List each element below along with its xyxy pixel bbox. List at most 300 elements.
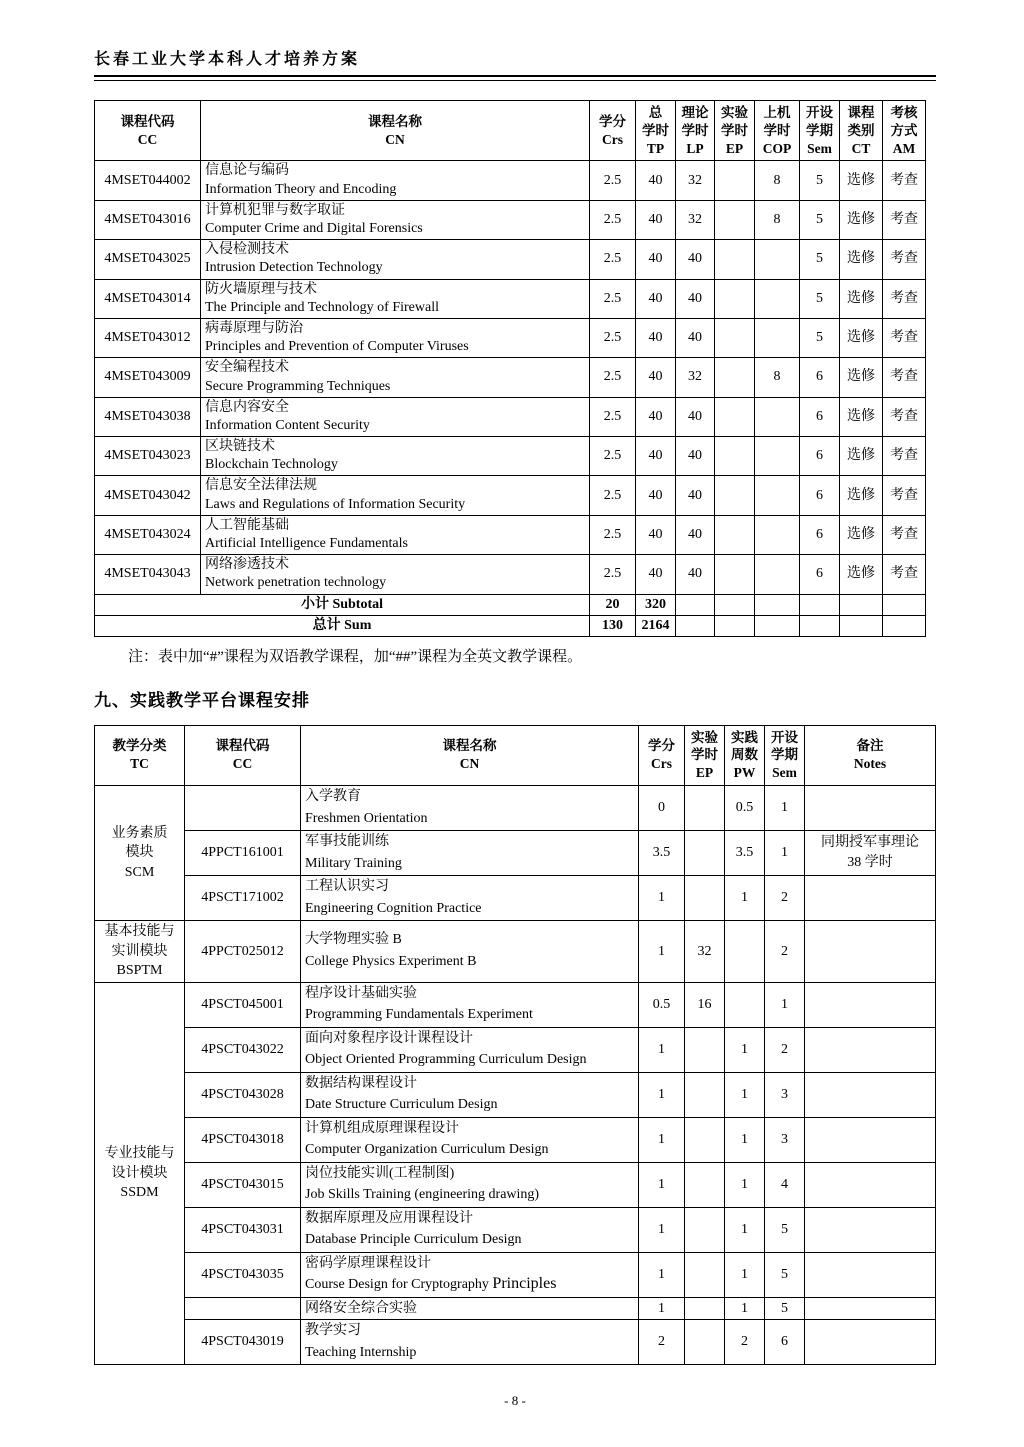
semester-cell: 3 <box>765 1117 805 1162</box>
practice-course-row <box>95 1320 936 1365</box>
credits-cell: 2.5 <box>590 358 636 397</box>
notes-cell <box>805 1117 936 1162</box>
theory-hours-cell: 40 <box>676 515 715 554</box>
teaching-category-line: BSPTM <box>116 963 163 979</box>
experiment-hours-cell <box>685 1252 725 1297</box>
course-name-cn: 面向对象程序设计课程设计 <box>305 1030 473 1046</box>
course-row <box>95 397 926 436</box>
teaching-category-line: 业务素质 <box>111 825 168 841</box>
empty-cell <box>676 615 715 636</box>
notes-cell <box>805 1252 936 1297</box>
course-name-cell <box>201 240 590 279</box>
course-name-en-text: Object Oriented Programming Curriculum Design <box>305 1052 587 1068</box>
course-name-en: Principles and Prevention of Computer Viruses <box>205 339 469 355</box>
theory-hours-cell: 32 <box>676 200 715 239</box>
practice-course-row <box>95 1117 936 1162</box>
header-line: 类别 <box>847 122 875 138</box>
practice-weeks-cell <box>725 982 765 1027</box>
semester-cell: 5 <box>800 200 840 239</box>
empty-cell <box>840 615 883 636</box>
header-line: AM <box>892 140 916 156</box>
course-name-en <box>305 852 635 874</box>
semester-cell: 1 <box>765 786 805 831</box>
course-row <box>95 515 926 554</box>
experiment-hours-cell: 16 <box>685 982 725 1027</box>
experiment-hours-cell <box>715 240 755 279</box>
header-line: 考核 <box>890 105 918 120</box>
course-name-cn: 网络渗透技术 <box>205 557 289 573</box>
course-name-en: Intrusion Detection Technology <box>205 260 383 276</box>
course-name-cell <box>201 318 590 357</box>
notes-cell <box>805 1072 936 1117</box>
course-name-cell <box>301 1320 639 1365</box>
course-code-cell <box>185 786 301 831</box>
semester-cell: 1 <box>765 830 805 875</box>
header-line: Notes <box>853 756 887 772</box>
header-line: TP <box>646 140 665 156</box>
course-row <box>95 555 926 594</box>
header-rule <box>94 75 936 81</box>
course-name-cn: 密码学原理课程设计 <box>305 1255 431 1271</box>
empty-cell <box>715 615 755 636</box>
semester-cell: 3 <box>765 1072 805 1117</box>
computer-hours-cell <box>755 240 800 279</box>
assessment-cell: 考查 <box>883 279 926 318</box>
credits-cell: 2.5 <box>590 279 636 318</box>
course-name-en: Artificial Intelligence Fundamentals <box>205 536 408 551</box>
practice-weeks-cell: 1 <box>725 1072 765 1117</box>
credits-cell: 2.5 <box>590 437 636 476</box>
sum-row <box>95 615 926 636</box>
course-type-cell: 选修 <box>840 358 883 397</box>
col-header-total-hours <box>636 101 676 161</box>
credits-cell: 2.5 <box>590 200 636 239</box>
course-code-cell: 4MSET043024 <box>95 515 201 554</box>
course-code-cell: 4PSCT043035 <box>185 1252 301 1297</box>
experiment-hours-cell <box>685 1320 725 1365</box>
header-line: 课程 <box>847 105 875 120</box>
course-code-cell: 4PSCT171002 <box>185 875 301 920</box>
credits-cell: 2 <box>639 1320 685 1365</box>
course-name-cn: 计算机组成原理课程设计 <box>305 1120 459 1136</box>
experiment-hours-cell <box>715 555 755 594</box>
header-line: 学时 <box>691 747 718 763</box>
course-name-cn: 数据库原理及应用课程设计 <box>305 1210 473 1226</box>
empty-cell <box>755 615 800 636</box>
credits-cell: 2.5 <box>590 240 636 279</box>
experiment-hours-cell <box>715 318 755 357</box>
practice-course-row <box>95 1252 936 1297</box>
credits-cell: 1 <box>639 920 685 982</box>
col-header-theory-hours <box>676 101 715 161</box>
course-code-cell <box>185 1297 301 1320</box>
course-name-en-text: Teaching Internship <box>305 1344 417 1360</box>
course-row <box>95 161 926 200</box>
header-line: Sem <box>807 140 832 156</box>
theory-hours-cell: 40 <box>676 555 715 594</box>
experiment-hours-cell <box>715 200 755 239</box>
theory-hours-cell: 40 <box>676 318 715 357</box>
course-name-en <box>305 1138 635 1160</box>
course-type-cell: 选修 <box>840 161 883 200</box>
practice-course-row <box>95 1162 936 1207</box>
empty-cell <box>755 594 800 615</box>
course-name-cell <box>301 1027 639 1072</box>
course-name-en-text: Course Design for Cryptography <box>305 1277 493 1293</box>
course-name-cn: 工程认识实习 <box>305 878 389 894</box>
header-line: 周数 <box>731 747 758 763</box>
course-name-en-large-text: Principles <box>492 1275 557 1293</box>
header-line: 课程代码 <box>215 738 270 754</box>
credits-cell: 2.5 <box>590 555 636 594</box>
credits-cell: 1 <box>639 1162 685 1207</box>
note-line: 同期授军事理论 <box>821 835 919 851</box>
course-code-cell: 4PPCT161001 <box>185 830 301 875</box>
page-title: 长春工业大学本科人才培养方案 <box>94 51 361 68</box>
computer-hours-cell: 8 <box>755 200 800 239</box>
header-line: PW <box>733 765 756 781</box>
teaching-category-line: 基本技能与 <box>104 923 175 939</box>
empty-cell <box>715 594 755 615</box>
course-code-cell: 4MSET043043 <box>95 555 201 594</box>
course-code-cell: 4MSET043023 <box>95 437 201 476</box>
course-name-en-text: Database Principle Curriculum Design <box>305 1232 522 1248</box>
header-line: CC <box>232 756 253 772</box>
course-name-cell <box>301 1207 639 1252</box>
experiment-hours-cell <box>685 830 725 875</box>
header-line: 备注 <box>856 738 884 754</box>
empty-cell <box>883 594 926 615</box>
notes-cell <box>805 875 936 920</box>
experiment-hours-cell <box>715 437 755 476</box>
col-header-credits <box>590 101 636 161</box>
header-line: 课程名称 <box>442 738 497 754</box>
empty-cell <box>676 594 715 615</box>
header-line: LP <box>686 140 704 156</box>
teaching-category-line: 实训模块 <box>111 943 168 959</box>
col-header-course-type <box>840 101 883 161</box>
semester-cell: 6 <box>800 476 840 515</box>
empty-cell <box>800 594 840 615</box>
practice-weeks-cell: 1 <box>725 1027 765 1072</box>
practice-course-row <box>95 830 936 875</box>
total-hours-cell: 40 <box>636 318 676 357</box>
practice-weeks-cell: 3.5 <box>725 830 765 875</box>
teaching-category-cell <box>95 786 185 921</box>
col-header-semester <box>800 101 840 161</box>
credits-cell: 1 <box>639 1207 685 1252</box>
practice-weeks-cell: 2 <box>725 1320 765 1365</box>
semester-cell: 5 <box>800 240 840 279</box>
course-name-en <box>305 1093 635 1115</box>
course-code-cell: 4PSCT043031 <box>185 1207 301 1252</box>
course-name-cell <box>301 830 639 875</box>
subtotal-label: 小计 Subtotal <box>95 594 590 615</box>
col-header-notes <box>805 725 936 785</box>
header-line: 学时 <box>763 122 791 138</box>
course-code-cell: 4PSCT043022 <box>185 1027 301 1072</box>
course-row <box>95 437 926 476</box>
header-line: 理论 <box>681 105 709 120</box>
practice-weeks-cell: 1 <box>725 1297 765 1320</box>
col-header-course-code <box>185 725 301 785</box>
credits-cell: 0 <box>639 786 685 831</box>
course-type-cell: 选修 <box>840 318 883 357</box>
practice-weeks-cell: 0.5 <box>725 786 765 831</box>
credits-cell: 1 <box>639 1297 685 1320</box>
header-line: 课程名称 <box>368 113 422 129</box>
empty-cell <box>883 615 926 636</box>
course-row <box>95 476 926 515</box>
semester-cell: 6 <box>800 397 840 436</box>
note-line: 38 学时 <box>847 854 893 870</box>
course-name-cell <box>301 1072 639 1117</box>
course-name-en <box>305 897 635 919</box>
header-line: CN <box>385 131 405 147</box>
course-name-en-text: Computer Organization Curriculum Design <box>305 1142 549 1158</box>
semester-cell: 6 <box>800 555 840 594</box>
theory-hours-cell: 40 <box>676 437 715 476</box>
course-code-cell: 4MSET043014 <box>95 279 201 318</box>
header-line: 实验 <box>721 105 748 120</box>
course-name-cn: 信息论与编码 <box>205 163 289 179</box>
course-code-cell: 4MSET043009 <box>95 358 201 397</box>
notes-cell <box>805 920 936 982</box>
experiment-hours-cell <box>715 397 755 436</box>
assessment-cell: 考查 <box>883 358 926 397</box>
course-name-en-text: Job Skills Training (engineering drawing) <box>305 1187 540 1203</box>
assessment-cell: 考查 <box>883 397 926 436</box>
experiment-hours-cell <box>715 515 755 554</box>
course-code-cell: 4MSET043042 <box>95 476 201 515</box>
course-name-cell <box>301 982 639 1027</box>
computer-hours-cell <box>755 437 800 476</box>
practice-weeks-cell <box>725 920 765 982</box>
credits-cell: 2.5 <box>590 515 636 554</box>
course-name-cell <box>301 1117 639 1162</box>
header-line: 学期 <box>771 747 798 763</box>
semester-cell: 5 <box>800 318 840 357</box>
teaching-category-line: SSDM <box>120 1185 159 1201</box>
course-type-cell: 选修 <box>840 515 883 554</box>
experiment-hours-cell <box>685 875 725 920</box>
course-name-en-text: Freshmen Orientation <box>305 810 428 826</box>
header-line: 实践 <box>731 729 758 745</box>
course-name-en <box>305 1228 635 1250</box>
experiment-hours-cell <box>715 476 755 515</box>
experiment-hours-cell <box>715 358 755 397</box>
table2-header-row <box>95 725 936 785</box>
total-hours-cell: 40 <box>636 515 676 554</box>
course-code-cell: 4MSET043025 <box>95 240 201 279</box>
course-code-cell: 4MSET043012 <box>95 318 201 357</box>
credits-cell: 2.5 <box>590 397 636 436</box>
experiment-hours-cell <box>685 1297 725 1320</box>
assessment-cell: 考查 <box>883 318 926 357</box>
header-line: TC <box>130 756 149 772</box>
course-name-en: Information Theory and Encoding <box>205 181 397 197</box>
header-line: Crs <box>651 756 672 772</box>
course-name-cell <box>201 555 590 594</box>
course-type-cell: 选修 <box>840 200 883 239</box>
course-name-cn: 人工智能基础 <box>205 517 289 533</box>
experiment-hours-cell <box>685 786 725 831</box>
empty-cell <box>800 615 840 636</box>
experiment-hours-cell: 32 <box>685 920 725 982</box>
course-name-cn: 教学实习 <box>305 1323 361 1339</box>
subtotal-row <box>95 594 926 615</box>
col-header-experiment-hours <box>715 101 755 161</box>
course-type-cell: 选修 <box>840 240 883 279</box>
semester-cell: 5 <box>765 1252 805 1297</box>
total-hours-cell: 40 <box>636 240 676 279</box>
course-type-cell: 选修 <box>840 437 883 476</box>
course-name-cn: 大学物理实验 B <box>305 932 402 948</box>
practice-course-row <box>95 1297 936 1320</box>
notes-cell <box>805 982 936 1027</box>
theory-hours-cell: 40 <box>676 240 715 279</box>
course-name-cell <box>301 1252 639 1297</box>
practice-course-row <box>95 982 936 1027</box>
course-name-cell <box>201 358 590 397</box>
header-line: Crs <box>602 131 623 147</box>
header-line: CC <box>137 131 158 147</box>
header-line: 总 <box>648 105 663 120</box>
header-line: 方式 <box>890 122 918 138</box>
semester-cell: 5 <box>765 1297 805 1320</box>
experiment-hours-cell <box>685 1207 725 1252</box>
total-hours-cell: 40 <box>636 161 676 200</box>
credits-cell: 2.5 <box>590 318 636 357</box>
course-row <box>95 240 926 279</box>
course-row <box>95 358 926 397</box>
semester-cell: 5 <box>800 161 840 200</box>
credits-cell: 2.5 <box>590 161 636 200</box>
practice-weeks-cell: 1 <box>725 1117 765 1162</box>
course-name-en: Secure Programming Techniques <box>205 378 391 394</box>
course-name-en <box>305 1183 635 1205</box>
course-name-en: Network penetration technology <box>205 575 387 591</box>
header-line: 学时 <box>642 122 669 138</box>
credits-cell: 2.5 <box>590 476 636 515</box>
course-type-cell: 选修 <box>840 476 883 515</box>
experiment-hours-cell <box>715 279 755 318</box>
section-title: 九、实践教学平台课程安排 <box>94 690 310 710</box>
sum-label: 总计 Sum <box>95 615 590 636</box>
credits-cell: 1 <box>639 1072 685 1117</box>
header-line: 学时 <box>721 122 748 138</box>
experiment-hours-cell <box>685 1117 725 1162</box>
computer-hours-cell <box>755 279 800 318</box>
course-name-cell <box>301 875 639 920</box>
practice-weeks-cell: 1 <box>725 875 765 920</box>
course-row <box>95 279 926 318</box>
course-name-en-text: College Physics Experiment B <box>305 953 477 969</box>
col-header-experiment-hours <box>685 725 725 785</box>
assessment-cell: 考查 <box>883 515 926 554</box>
course-name-en-text: Date Structure Curriculum Design <box>305 1097 498 1113</box>
total-hours-cell: 40 <box>636 279 676 318</box>
course-code-cell: 4PSCT043019 <box>185 1320 301 1365</box>
course-code-cell: 4PPCT025012 <box>185 920 301 982</box>
course-name-en <box>305 950 635 972</box>
course-name-cn: 安全编程技术 <box>205 360 289 376</box>
theory-hours-cell: 32 <box>676 358 715 397</box>
course-code-cell: 4PSCT043015 <box>185 1162 301 1207</box>
course-type-cell: 选修 <box>840 279 883 318</box>
header-line: 学时 <box>681 122 709 138</box>
theory-hours-cell: 40 <box>676 279 715 318</box>
notes-cell <box>805 1320 936 1365</box>
computer-hours-cell <box>755 555 800 594</box>
total-hours-cell: 40 <box>636 358 676 397</box>
teaching-category-line: SCM <box>124 864 155 880</box>
practice-weeks-cell: 1 <box>725 1207 765 1252</box>
page-number: - 8 - <box>504 1393 526 1409</box>
col-header-semester <box>765 725 805 785</box>
experiment-hours-cell <box>685 1162 725 1207</box>
empty-cell <box>840 594 883 615</box>
header-line: 实验 <box>691 729 718 745</box>
course-name-cell <box>301 1162 639 1207</box>
semester-cell: 2 <box>765 1027 805 1072</box>
teaching-category-cell <box>95 920 185 982</box>
table1-header-row <box>95 101 926 161</box>
total-hours-cell: 40 <box>636 476 676 515</box>
teaching-category-line: 模块 <box>125 845 154 861</box>
header-line: 学分 <box>599 113 626 129</box>
col-header-credits <box>639 725 685 785</box>
course-name-en-text: Engineering Cognition Practice <box>305 900 482 916</box>
notes-cell <box>805 1297 936 1320</box>
assessment-cell: 考查 <box>883 200 926 239</box>
course-name-en <box>305 1003 635 1025</box>
course-code-cell: 4PSCT045001 <box>185 982 301 1027</box>
col-header-course-code <box>95 101 201 161</box>
practice-courses-table <box>94 725 936 1366</box>
course-row <box>95 200 926 239</box>
col-header-computer-hours <box>755 101 800 161</box>
course-code-cell: 4MSET043016 <box>95 200 201 239</box>
course-name-cell <box>301 1297 639 1320</box>
notes-cell <box>805 830 936 875</box>
course-name-en: Information Content Security <box>205 417 370 433</box>
header-line: 学分 <box>648 738 675 754</box>
course-row <box>95 318 926 357</box>
assessment-cell: 考查 <box>883 555 926 594</box>
course-name-en <box>305 1048 635 1070</box>
subtotal-credits: 20 <box>590 594 636 615</box>
course-type-cell: 选修 <box>840 397 883 436</box>
semester-cell: 2 <box>765 875 805 920</box>
semester-cell: 6 <box>800 437 840 476</box>
course-name-en: The Principle and Technology of Firewall <box>205 299 439 315</box>
course-type-cell: 选修 <box>840 555 883 594</box>
course-code-cell: 4MSET043038 <box>95 397 201 436</box>
total-hours-cell: 40 <box>636 397 676 436</box>
semester-cell: 5 <box>765 1207 805 1252</box>
semester-cell: 4 <box>765 1162 805 1207</box>
theory-hours-cell: 40 <box>676 397 715 436</box>
experiment-hours-cell <box>715 161 755 200</box>
elective-courses-table <box>94 100 926 637</box>
credits-cell: 1 <box>639 875 685 920</box>
experiment-hours-cell <box>685 1072 725 1117</box>
semester-cell: 6 <box>800 358 840 397</box>
practice-course-row <box>95 1072 936 1117</box>
practice-course-row <box>95 786 936 831</box>
total-hours-cell: 40 <box>636 555 676 594</box>
